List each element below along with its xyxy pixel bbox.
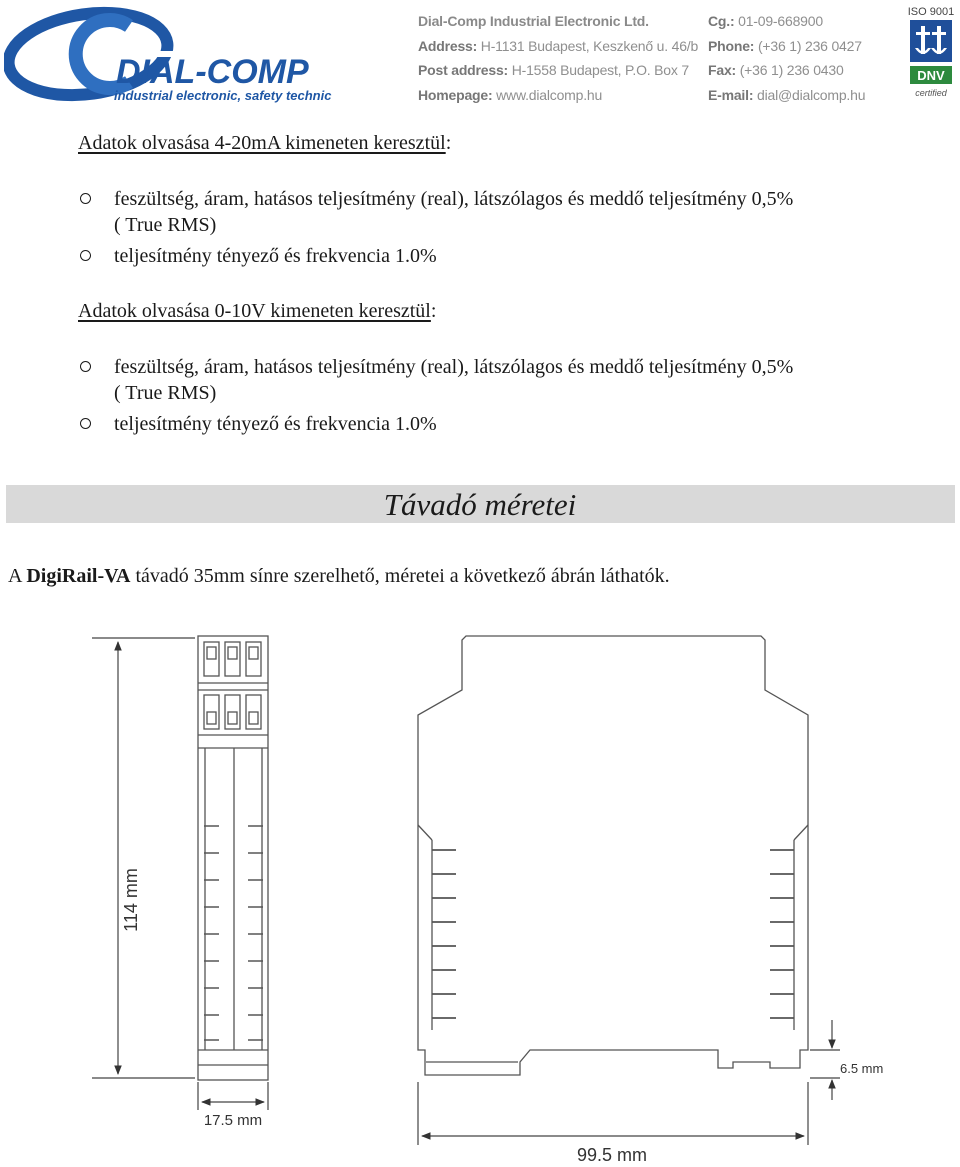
company-contact-block [708,9,865,107]
product-name: DigiRail-VA [26,565,131,587]
post-address-label: Post address: [418,62,508,78]
bullet-circle-icon [80,250,91,261]
logo-tagline: industrial electronic, safety technic [114,88,332,103]
homepage-label: Homepage: [418,86,493,103]
heading-0-10v-text: Adatok olvasása 0-10V kimeneten keresztül [78,300,431,322]
height-label: 114 mm [121,868,141,932]
height-dimension [92,638,195,1078]
side-width-label: 99.5 mm [576,1145,648,1165]
heading-0-10v [78,299,436,323]
intro-prefix: A [8,565,27,587]
address-label: Address: [418,37,478,54]
dimension-drawing [0,600,960,1167]
side-view [418,636,808,1075]
letterhead [0,0,960,108]
phone-label: Phone: [708,37,755,54]
list-item: feszültség, áram, hatásos teljesítmény (real), látszólagos és meddő teljesítmény 0,5% [114,188,794,210]
iso-label: ISO 9001 [907,6,955,18]
list-item: teljesítmény tényező és frekvencia 1.0% [114,413,437,435]
dimensions-intro [8,564,670,588]
heading-4-20ma-text: Adatok olvasása 4-20mA kimeneten keresztül [78,132,446,154]
bullet-circle-icon [80,193,91,204]
front-width-label: 17.5 mm [203,1112,263,1129]
certified-label: certified [915,88,947,98]
front-width-dimension [198,1082,268,1110]
list-item: feszültség, áram, hatásos teljesítmény (real), látszólagos és meddő teljesítmény 0,5% [114,356,794,378]
email-label: E-mail: [708,86,754,103]
homepage-link[interactable]: www.dialcomp.hu [496,86,603,103]
list-item-continuation: ( True RMS) [114,382,217,404]
heading-4-20ma [78,131,451,155]
fax-value: (+36 1) 236 0430 [739,62,844,78]
dnv-label: DNV [917,68,945,83]
address-value: H-1131 Budapest, Keszkenő u. 46/b [480,37,699,54]
iso-dnv-certification-mark [905,2,957,102]
bullet-circle-icon [80,361,91,372]
list-item-continuation: ( True RMS) [114,214,217,236]
fax-label: Fax: [708,62,736,78]
rail-offset-dimension [810,1020,840,1100]
list-item: teljesítmény tényező és frekvencia 1.0% [114,245,437,267]
cg-label: Cg.: [708,13,735,29]
section-title: Távadó méretei [383,487,577,522]
dial-comp-logo [4,4,384,104]
logo-wordmark: DIAL-COMP [116,53,309,91]
front-view [198,636,268,1080]
post-address-value: H-1558 Budapest, P.O. Box 7 [511,62,689,78]
company-name: Dial-Comp Industrial Electronic Ltd. [418,13,649,29]
side-width-dimension [418,1082,808,1145]
email-link[interactable]: dial@dialcomp.hu [756,86,866,103]
cg-value: 01-09-668900 [738,13,823,29]
bullet-circle-icon [80,418,91,429]
heading-colon: : [430,300,437,322]
company-address-block [418,9,698,107]
phone-value: (+36 1) 236 0427 [757,37,862,54]
rail-offset-label: 6.5 mm [840,1061,884,1076]
heading-colon: : [445,132,452,154]
intro-suffix: távadó 35mm sínre szerelhető, méretei a következő ábrán láthatók. [130,565,670,587]
